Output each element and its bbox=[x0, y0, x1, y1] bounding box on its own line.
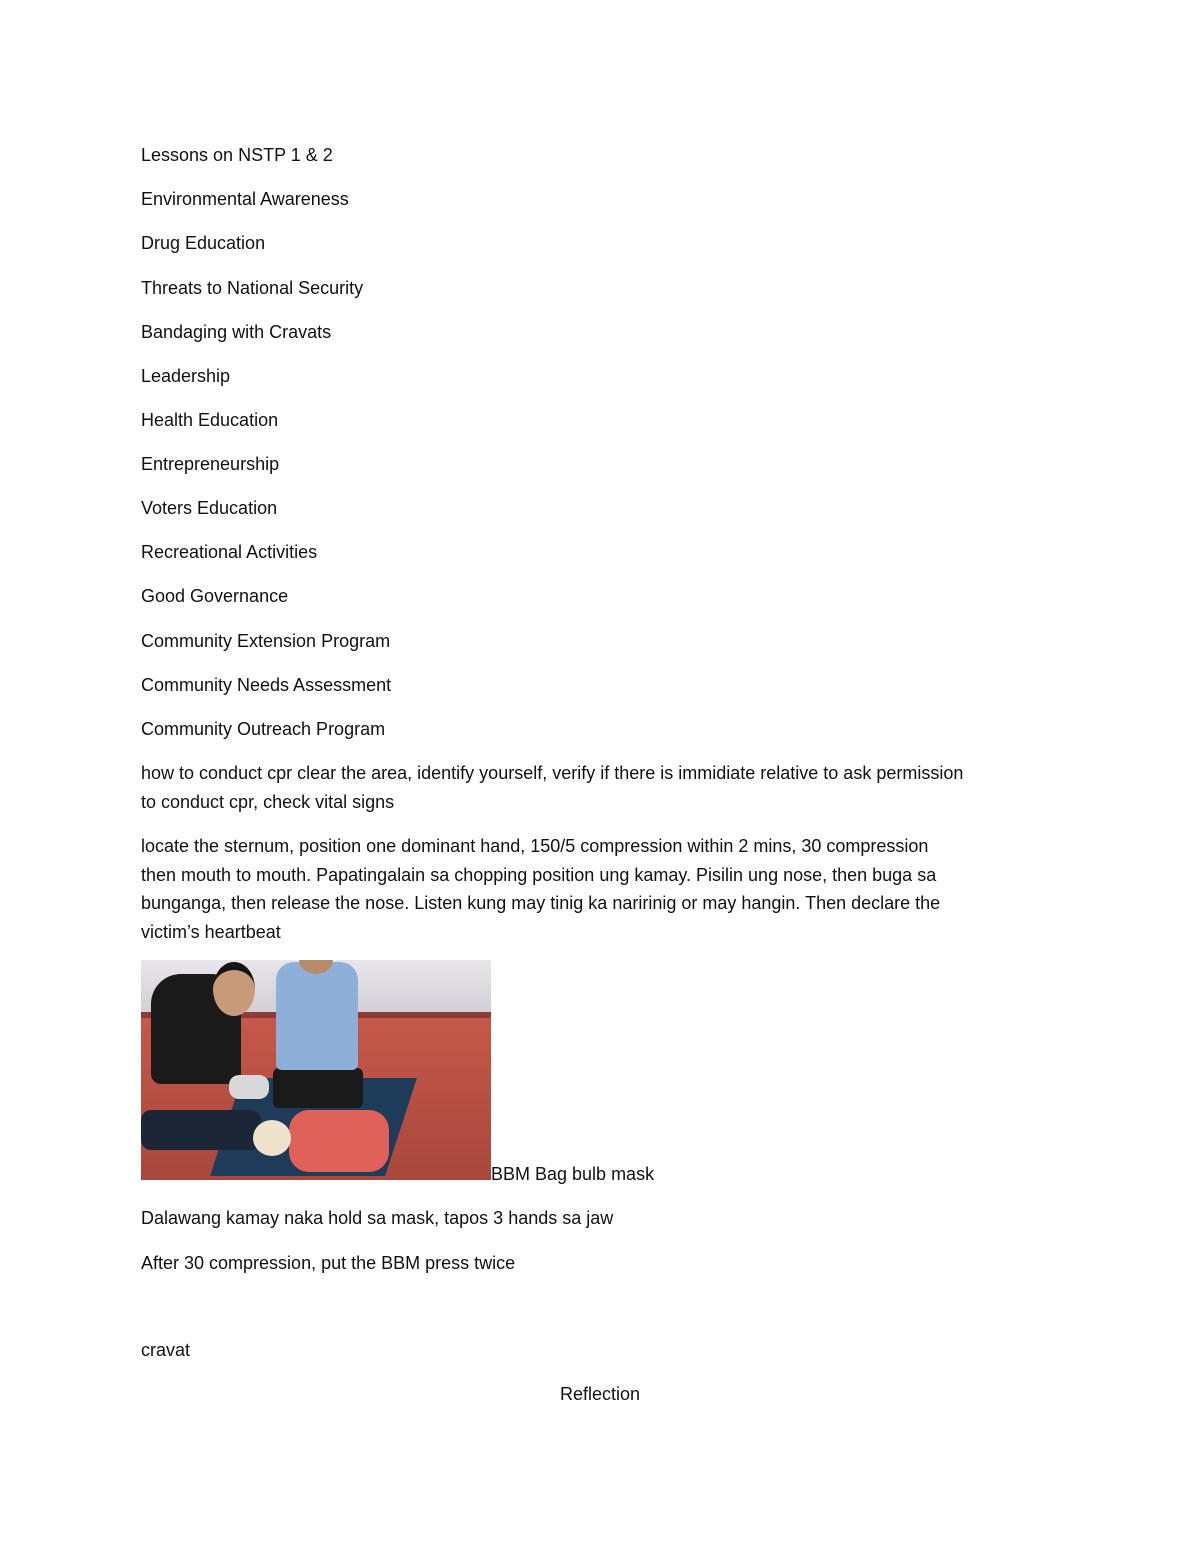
paragraph-line: then mouth to mouth. Papatingalain sa chopping position ung kamay. Pisilin ung nose, then buga sa bbox=[141, 864, 937, 885]
bbm-note: After 30 compression, put the BBM press twice bbox=[141, 1253, 516, 1273]
photo-dummy-body bbox=[289, 1110, 389, 1172]
photo-caption: BBM Bag bulb mask bbox=[491, 1164, 655, 1184]
topic-item: Environmental Awareness bbox=[141, 189, 349, 209]
topic-item: Good Governance bbox=[141, 586, 289, 606]
topic-item: Community Needs Assessment bbox=[141, 675, 392, 695]
cravat-label: cravat bbox=[141, 1340, 191, 1360]
photo-dummy-head bbox=[253, 1120, 291, 1156]
cpr-intro-paragraph bbox=[141, 759, 1071, 816]
topic-item: Threats to National Security bbox=[141, 278, 364, 298]
topic-item: Leadership bbox=[141, 366, 231, 386]
topic-item: Community Outreach Program bbox=[141, 719, 386, 739]
paragraph-line: to conduct cpr, check vital signs bbox=[141, 791, 395, 812]
paragraph-line: locate the sternum, position one dominant hand, 150/5 compression within 2 mins, 30 compression bbox=[141, 836, 929, 856]
photo-bag-valve-mask bbox=[229, 1075, 269, 1099]
cpr-demonstration-photo bbox=[141, 960, 491, 1180]
bbm-note: Dalawang kamay naka hold sa mask, tapos 3 hands sa jaw bbox=[141, 1208, 614, 1228]
photo-instructor-body bbox=[276, 962, 358, 1070]
topic-item: Recreational Activities bbox=[141, 542, 318, 562]
paragraph-line: victim’s heartbeat bbox=[141, 921, 281, 942]
topic-item: Voters Education bbox=[141, 498, 278, 518]
cpr-steps-paragraph bbox=[141, 832, 1071, 946]
paragraph-line: how to conduct cpr clear the area, identify yourself, verify if there is immidiate relative to ask permission bbox=[141, 763, 964, 783]
topic-item: Community Extension Program bbox=[141, 631, 391, 651]
topic-item: Entrepreneurship bbox=[141, 454, 280, 474]
topic-item: Health Education bbox=[141, 410, 279, 430]
photo-instructor-legs bbox=[273, 1068, 363, 1108]
photo-rescuer-legs bbox=[141, 1110, 261, 1150]
topic-nstp-heading: Lessons on NSTP 1 & 2 bbox=[141, 145, 333, 165]
topic-item: Drug Education bbox=[141, 233, 266, 253]
paragraph-line: bunganga, then release the nose. Listen kung may tinig ka naririnig or may hangin. Then declare the bbox=[141, 893, 941, 913]
photo-rescuer-head bbox=[213, 962, 255, 1016]
topic-item: Bandaging with Cravats bbox=[141, 322, 332, 342]
reflection-heading: Reflection bbox=[559, 1384, 641, 1404]
